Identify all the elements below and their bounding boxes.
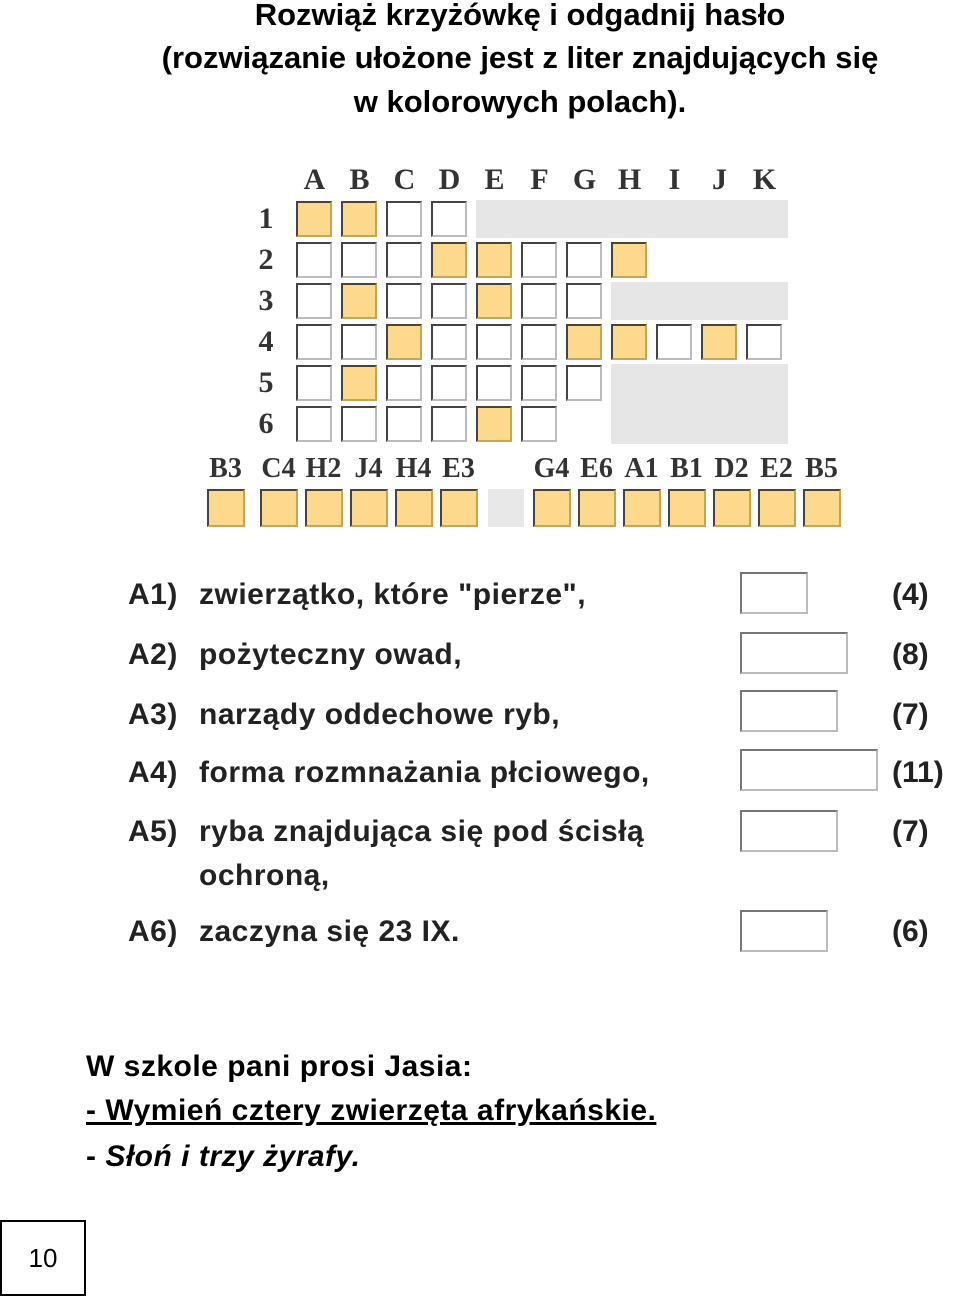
crossword-cell[interactable] (521, 324, 557, 360)
answer-box-a4[interactable] (740, 749, 878, 791)
clue-number: A4) (128, 756, 178, 789)
crossword-cell[interactable] (656, 324, 692, 360)
solution-cell[interactable] (803, 489, 841, 527)
clue-text: ryba znajdująca się pod ścisłą (199, 815, 645, 848)
column-label: K (752, 163, 777, 196)
crossword-empty-area (611, 282, 788, 320)
crossword-cell-highlighted[interactable] (476, 242, 512, 278)
solution-cell[interactable] (305, 489, 343, 527)
joke-punchline: Słoń i trzy żyrafy. (105, 1140, 361, 1173)
answer-box-a6[interactable] (740, 910, 828, 952)
row-label: 5 (258, 366, 274, 399)
answer-box-a5[interactable] (740, 810, 838, 852)
instruction-line-2: (rozwiązanie ułożone jest z liter znajdujących się (161, 40, 879, 75)
solution-code-label: A1 (624, 453, 659, 484)
column-label: J (712, 163, 727, 196)
solution-cell[interactable] (350, 489, 388, 527)
clue-letter-count: (11) (892, 756, 944, 789)
page-number: 10 (0, 1220, 86, 1296)
joke-line-1: W szkole pani prosi Jasia: (86, 1050, 473, 1083)
row-label: 6 (258, 407, 274, 440)
clue-letter-count: (6) (892, 915, 929, 948)
row-label: 4 (258, 325, 274, 358)
crossword-cell[interactable] (431, 365, 467, 401)
solution-code-label: B3 (209, 453, 242, 484)
solution-space (488, 489, 524, 527)
solution-cell[interactable] (668, 489, 706, 527)
solution-cell[interactable] (713, 489, 751, 527)
clue-text: zwierzątko, które "pierze", (199, 578, 587, 611)
crossword-cell-highlighted[interactable] (341, 283, 377, 319)
crossword-cell[interactable] (296, 324, 332, 360)
clue-number: A2) (128, 638, 178, 671)
clue-letter-count: (8) (892, 638, 929, 671)
crossword-cell-highlighted[interactable] (296, 201, 332, 237)
instruction-line-1: Rozwiąż krzyżówkę i odgadnij hasło (254, 0, 786, 32)
crossword-cell-highlighted[interactable] (476, 406, 512, 442)
crossword-cell-highlighted[interactable] (701, 324, 737, 360)
column-label: F (530, 163, 549, 196)
answer-box-a1[interactable] (740, 572, 808, 614)
crossword-cell[interactable] (521, 406, 557, 442)
crossword-cell[interactable] (386, 406, 422, 442)
clue-text: narządy oddechowe ryb, (199, 698, 561, 731)
solution-cell[interactable] (578, 489, 616, 527)
solution-cell[interactable] (758, 489, 796, 527)
clue-number: A5) (128, 815, 178, 848)
crossword-cell[interactable] (386, 242, 422, 278)
crossword-cell[interactable] (566, 365, 602, 401)
joke-line-2: - Wymień cztery zwierzęta afrykańskie. (86, 1094, 657, 1127)
column-label: I (668, 163, 681, 196)
crossword-empty-area (476, 200, 788, 238)
column-label: D (438, 163, 461, 196)
crossword-cell[interactable] (386, 283, 422, 319)
crossword-cell[interactable] (296, 365, 332, 401)
crossword-cell[interactable] (431, 324, 467, 360)
solution-code-label: J4 (354, 453, 383, 484)
crossword-empty-area (611, 364, 788, 444)
solution-cell[interactable] (533, 489, 571, 527)
solution-code-label: E3 (442, 453, 475, 484)
column-label: C (393, 163, 416, 196)
crossword-cell[interactable] (746, 324, 782, 360)
column-label: B (349, 163, 370, 196)
crossword-cell[interactable] (476, 324, 512, 360)
solution-cell[interactable] (440, 489, 478, 527)
solution-cell[interactable] (623, 489, 661, 527)
clue-number: A6) (128, 915, 178, 948)
answer-box-a3[interactable] (740, 690, 838, 732)
crossword-cell[interactable] (431, 201, 467, 237)
clue-text-continued: ochroną, (199, 859, 330, 892)
solution-code-label: B5 (805, 453, 838, 484)
solution-code-label: D2 (714, 453, 749, 484)
clue-number: A3) (128, 698, 178, 731)
crossword-cell-highlighted[interactable] (566, 324, 602, 360)
crossword-cell[interactable] (341, 242, 377, 278)
crossword-cell[interactable] (296, 406, 332, 442)
crossword-cell[interactable] (386, 201, 422, 237)
solution-code-label: C4 (261, 453, 296, 484)
crossword-cell-highlighted[interactable] (611, 324, 647, 360)
solution-code-label: B1 (670, 453, 703, 484)
crossword-cell-highlighted[interactable] (476, 283, 512, 319)
solution-cell[interactable] (395, 489, 433, 527)
crossword-cell-highlighted[interactable] (341, 201, 377, 237)
crossword-cell[interactable] (566, 242, 602, 278)
crossword-cell[interactable] (521, 365, 557, 401)
crossword-cell[interactable] (341, 406, 377, 442)
clue-letter-count: (7) (892, 815, 929, 848)
solution-code-label: H2 (305, 453, 342, 484)
joke-line-3 (86, 1136, 360, 1178)
crossword-cell[interactable] (296, 283, 332, 319)
solution-code-label: E6 (580, 453, 613, 484)
clue-text: zaczyna się 23 IX. (199, 915, 460, 948)
crossword-cell[interactable] (296, 242, 332, 278)
solution-cell[interactable] (260, 489, 298, 527)
crossword-cell[interactable] (521, 242, 557, 278)
clue-text: forma rozmnażania płciowego, (199, 756, 650, 789)
column-label: E (484, 163, 505, 196)
crossword-cell[interactable] (566, 283, 602, 319)
crossword-cell[interactable] (386, 365, 422, 401)
crossword-cell[interactable] (431, 406, 467, 442)
clue-text: pożyteczny owad, (199, 638, 463, 671)
solution-code-label: G4 (533, 453, 570, 484)
solution-code-label: E2 (760, 453, 793, 484)
answer-box-a2[interactable] (740, 632, 848, 674)
crossword-cell[interactable] (431, 283, 467, 319)
clue-letter-count: (7) (892, 698, 929, 731)
row-label: 2 (258, 243, 274, 276)
clue-number: A1) (128, 578, 178, 611)
column-label: A (303, 163, 326, 196)
row-label: 1 (258, 202, 274, 235)
column-label: H (617, 163, 642, 196)
solution-cell[interactable] (207, 489, 245, 527)
crossword-cell[interactable] (521, 283, 557, 319)
crossword-cell-highlighted[interactable] (611, 242, 647, 278)
crossword-cell[interactable] (341, 324, 377, 360)
clue-letter-count: (4) (892, 578, 929, 611)
row-label: 3 (258, 284, 274, 317)
crossword-cell-highlighted[interactable] (431, 242, 467, 278)
solution-code-label: H4 (395, 453, 432, 484)
column-label: G (572, 163, 597, 196)
crossword-cell-highlighted[interactable] (386, 324, 422, 360)
crossword-cell[interactable] (476, 365, 512, 401)
joke-dash: - (86, 1140, 106, 1173)
instruction-line-3: w kolorowych polach). (353, 84, 687, 119)
crossword-cell-highlighted[interactable] (341, 365, 377, 401)
